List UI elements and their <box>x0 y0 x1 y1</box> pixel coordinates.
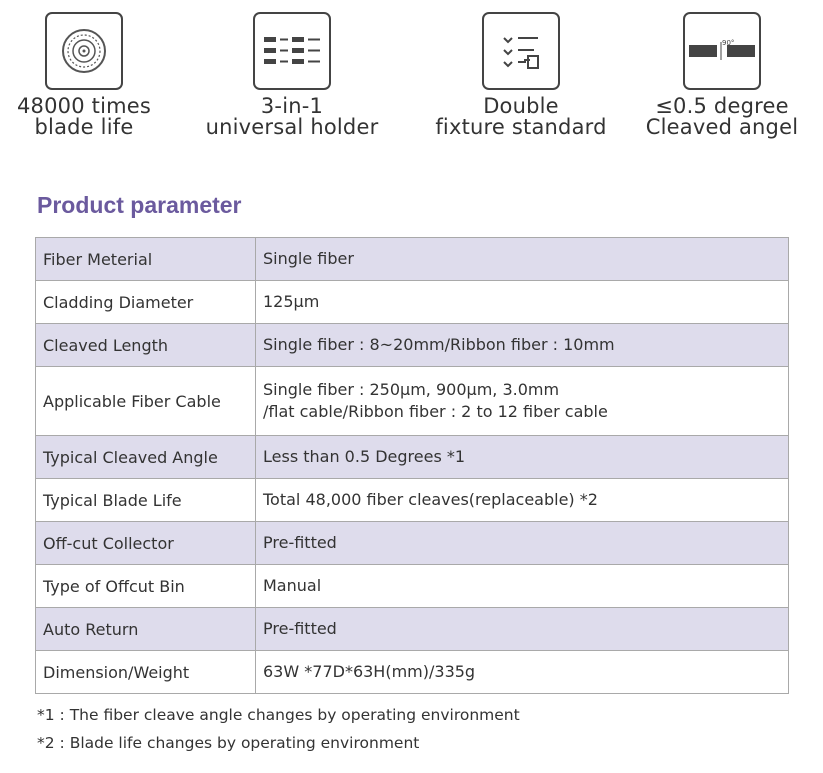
table-row <box>36 608 789 651</box>
holder-icon <box>253 12 331 90</box>
param-value: Manual <box>256 565 789 608</box>
footnote-2: *2 : Blade life changes by operating environment <box>37 734 420 752</box>
table-row <box>36 238 789 281</box>
table-row <box>36 324 789 367</box>
blade-disc-icon <box>45 12 123 90</box>
param-label: Applicable Fiber Cable <box>36 367 256 436</box>
product-parameter-table <box>35 237 789 694</box>
feature-caption: 48000 times blade life <box>16 94 152 139</box>
table-row <box>36 367 789 436</box>
param-label: Fiber Meterial <box>36 238 256 281</box>
feature-blade-life <box>0 12 184 138</box>
param-value: 125μm <box>256 281 789 324</box>
footnotes <box>37 703 520 759</box>
feature-universal-holder <box>192 12 392 138</box>
param-value: Pre-fitted <box>256 608 789 651</box>
param-label: Cladding Diameter <box>36 281 256 324</box>
param-label: Typical Cleaved Angle <box>36 436 256 479</box>
table-row <box>36 565 789 608</box>
param-label: Cleaved Length <box>36 324 256 367</box>
param-label: Off-cut Collector <box>36 522 256 565</box>
table-row <box>36 281 789 324</box>
table-row <box>36 479 789 522</box>
param-value: Total 48,000 fiber cleaves(replaceable) *2 <box>256 479 789 522</box>
param-value: Single fiber : 250μm, 900μm, 3.0mm /flat cable/Ribbon fiber : 2 to 12 fiber cable <box>256 367 789 436</box>
param-value: Single fiber : 8~20mm/Ribbon fiber : 10mm <box>256 324 789 367</box>
param-label: Dimension/Weight <box>36 651 256 694</box>
footnote-1: *1 : The fiber cleave angle changes by operating environment <box>37 706 520 724</box>
param-value: 63W *77D*63H(mm)/335g <box>256 651 789 694</box>
feature-double-fixture <box>421 12 621 138</box>
feature-caption: Double fixture standard <box>435 94 607 139</box>
param-label: Auto Return <box>36 608 256 651</box>
section-title: Product parameter <box>37 192 242 218</box>
table-row <box>36 522 789 565</box>
param-label: Typical Blade Life <box>36 479 256 522</box>
param-value: Pre-fitted <box>256 522 789 565</box>
table-row <box>36 436 789 479</box>
feature-caption: 3-in-1 universal holder <box>205 94 379 139</box>
feature-caption: ≤0.5 degree Cleaved angel <box>645 94 799 139</box>
table-row <box>36 651 789 694</box>
svg-text:90°: 90° <box>722 39 735 47</box>
param-value: Less than 0.5 Degrees *1 <box>256 436 789 479</box>
angle-icon <box>683 12 761 90</box>
param-label: Type of Offcut Bin <box>36 565 256 608</box>
param-value: Single fiber <box>256 238 789 281</box>
feature-cleaved-angle <box>622 12 822 138</box>
fixture-icon <box>482 12 560 90</box>
